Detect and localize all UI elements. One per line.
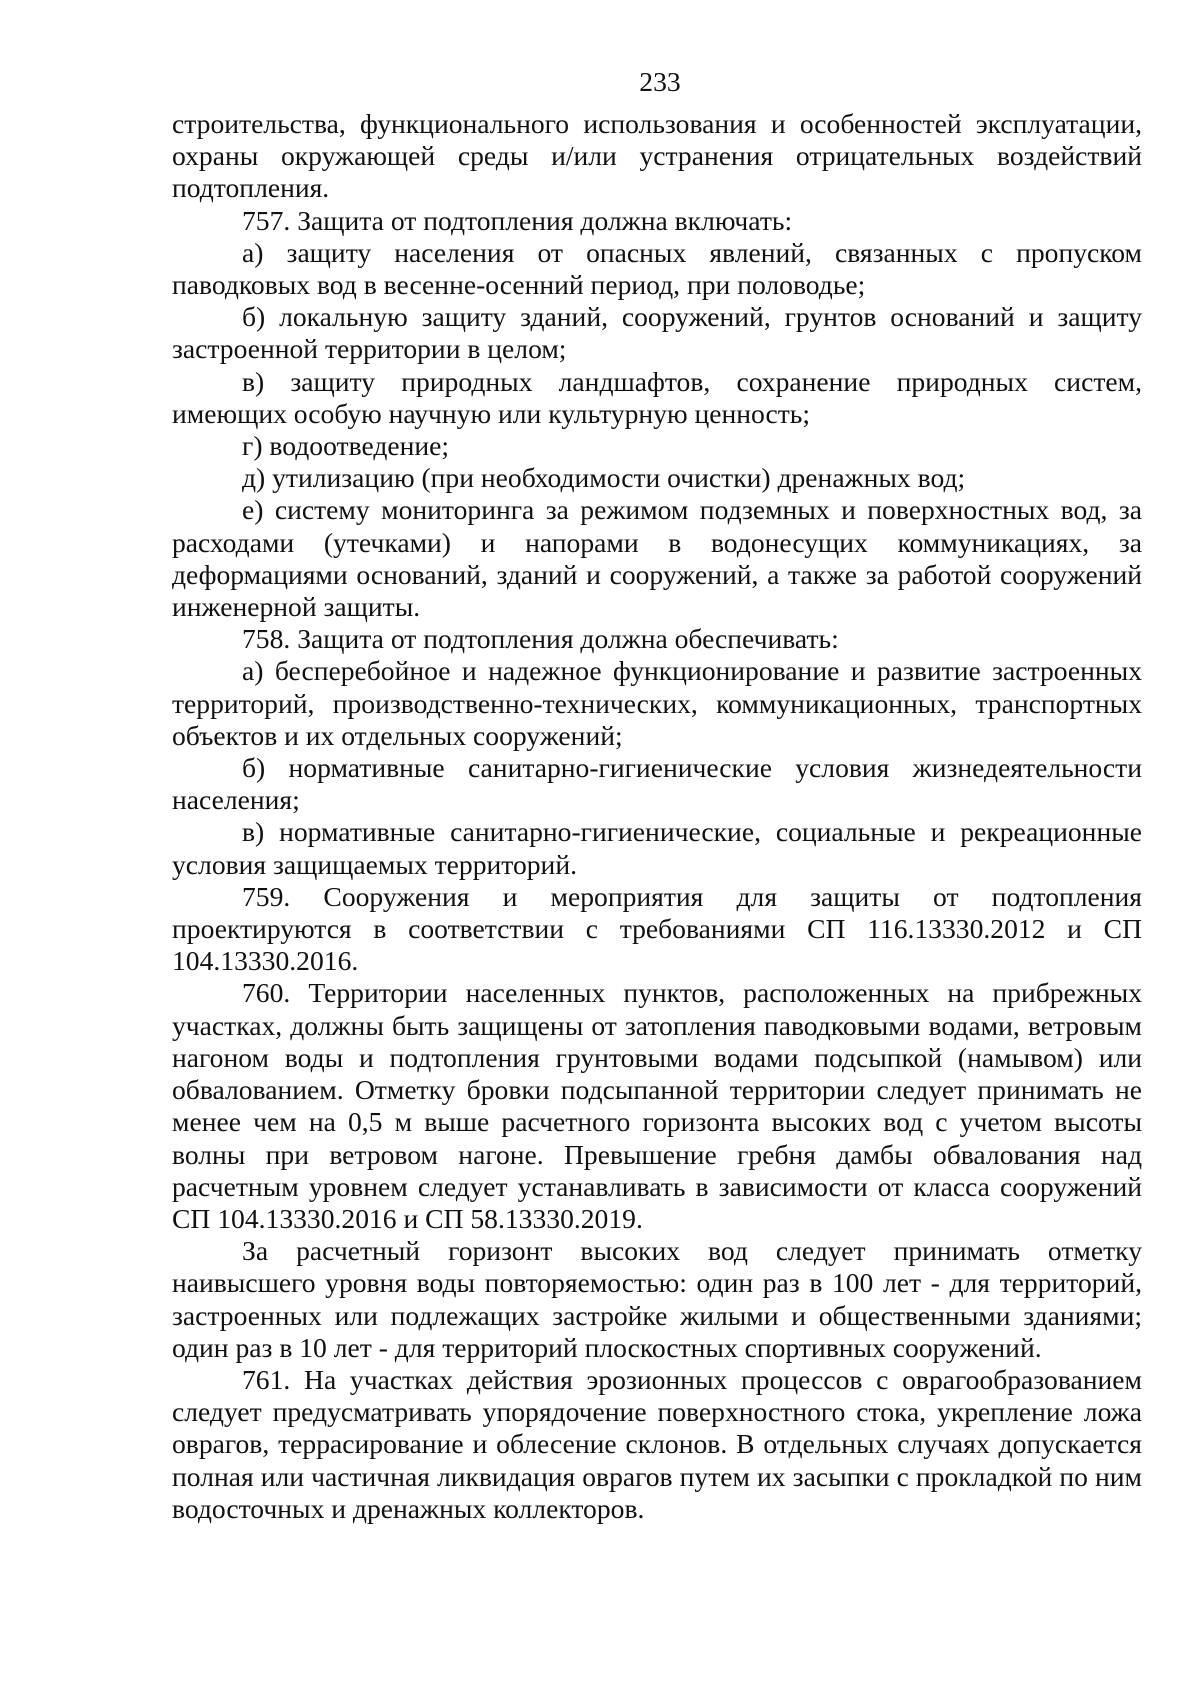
paragraph: 761. На участках действия эрозионных процессов с оврагообразованием следует предусматривать упорядочение поверхностного стока, укрепление ложа оврагов, террасирование и облесение склонов. В отдельных случаях допускается полная или частичная ликвидация оврагов путем их засыпки с прокладкой по ним водосточных и дренажных коллекторов. [172, 1363, 1142, 1524]
paragraph: а) бесперебойное и надежное функционирование и развитие застроенных территорий, производственно-технических, коммуникационных, транспортных объектов и их отдельных сооружений; [172, 655, 1142, 751]
paragraph: 760. Территории населенных пунктов, расположенных на прибрежных участках, должны быть защищены от затопления паводковыми водами, ветровым нагоном воды и подтопления грунтовыми водами подсыпкой (намывом) или обвалованием. Отметку бровки подсыпанной территории следует принимать не менее чем на 0,5 м выше расчетного горизонта высоких вод с учетом высоты волны при ветровом нагоне. Превышение гребня дамбы обвалования над расчетным уровнем следует устанавливать в зависимости от класса сооружений СП 104.13330.2016 и СП 58.13330.2019. [172, 977, 1142, 1234]
paragraph: г) водоотведение; [242, 430, 450, 462]
paragraph: в) защиту природных ландшафтов, сохранение природных систем, имеющих особую научную или культурную ценность; [172, 365, 1142, 429]
paragraph: 758. Защита от подтопления должна обеспечивать: [242, 623, 839, 655]
paragraph: е) систему мониторинга за режимом подземных и поверхностных вод, за расходами (утечками) и напорами в водонесущих коммуникациях, за деформациями оснований, зданий и сооружений, а также за работой сооружений инженерной защиты. [172, 494, 1142, 623]
paragraph: 757. Защита от подтопления должна включать: [242, 204, 793, 236]
paragraph: б) нормативные санитарно-гигиенические условия жизнедеятельности населения; [172, 752, 1142, 816]
paragraph: б) локальную защиту зданий, сооружений, грунтов оснований и защиту застроенной территории в целом; [172, 301, 1142, 365]
page-number: 233 [639, 66, 681, 97]
paragraph: в) нормативные санитарно-гигиенические, социальные и рекреационные условия защищаемых территорий. [172, 816, 1142, 880]
document-page [172, 66, 1142, 1525]
paragraph: За расчетный горизонт высоких вод следует принимать отметку наивысшего уровня воды повторяемостью: один раз в 100 лет - для территорий, застроенных или подлежащих застройке жилыми и общественными зданиями; один раз в 10 лет - для территорий плоскостных спортивных сооружений. [172, 1235, 1142, 1363]
paragraph: 759. Сооружения и мероприятия для защиты от подтопления проектируются в соответствии с требованиями СП 116.13330.2012 и СП 104.13330.2016. [172, 880, 1142, 977]
paragraph: а) защиту населения от опасных явлений, связанных с пропуском паводковых вод в весенне-осенний период, при половодье; [172, 236, 1142, 301]
paragraph: строительства, функционального использования и особенностей эксплуатации, охраны окружающей среды и/или устранения отрицательных воздействий подтопления. [172, 108, 1142, 204]
paragraph: д) утилизацию (при необходимости очистки) дренажных вод; [242, 462, 966, 494]
document-body [172, 108, 1142, 1525]
